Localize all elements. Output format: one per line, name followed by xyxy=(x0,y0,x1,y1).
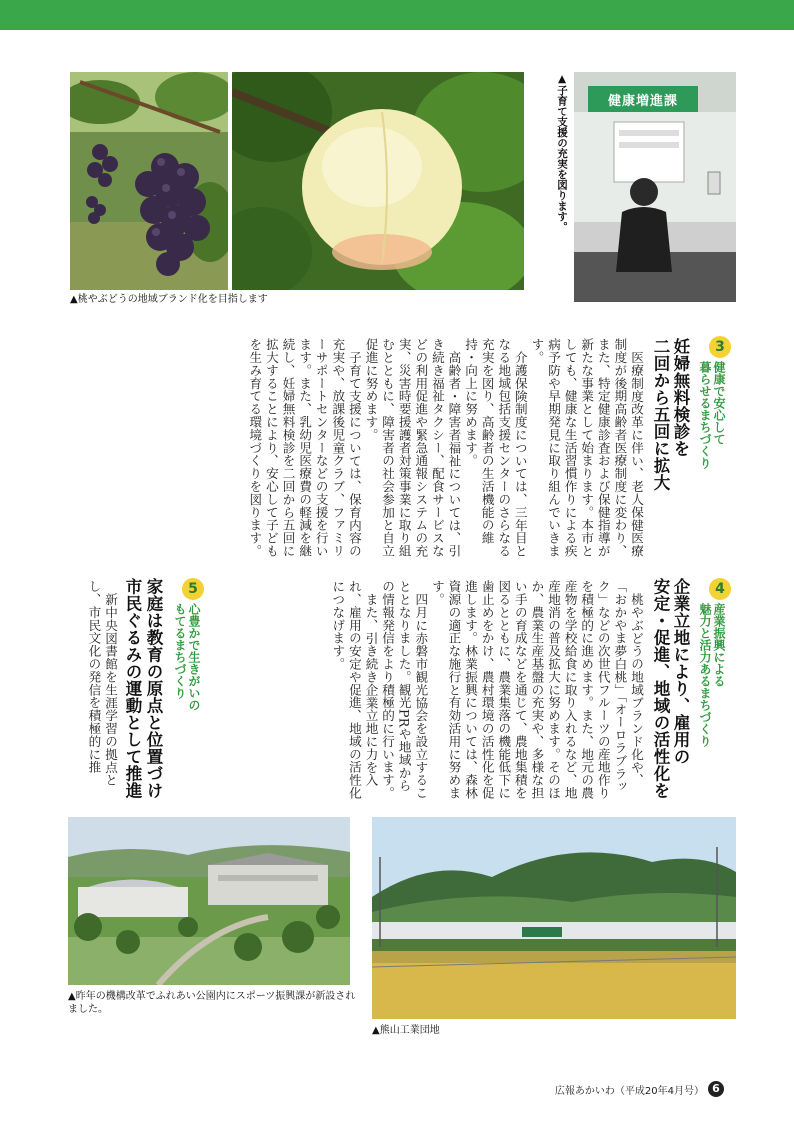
section3-paragraph: 高齢者・障害者福祉については、引き続き福祉タクシー、配食サービスなどの利用促進や緊急通報システムの充実、災害時要援護者対策事業に取り組むとともに、障害者の社会参加と自立促進に努めます。 xyxy=(363,338,462,558)
section3-body xyxy=(148,338,644,566)
health-office-photo xyxy=(574,72,736,302)
section5-heading-line1: 家庭は教育の原点と位置づけ xyxy=(144,578,163,799)
section3-paragraph: 介護保険制度については、三年目となる地域包括支援センターのさらなる充実を図り、高齢者の生活機能の維持・向上に努めます。 xyxy=(463,338,528,558)
section3-paragraph: 医療制度改革に伴い、老人保健医療制度が後期高齢者医療制度に変わり、また、特定健康診査および保健指導が新たな事業として始まります。本市としても、健康な生活習慣作りによる疾病予防や早期発見に取り組んでいきます。 xyxy=(529,338,644,558)
peach-photo xyxy=(232,72,524,290)
industrial-park-photo xyxy=(372,817,736,1019)
section3-theme-line1: 健康で安心して xyxy=(712,361,726,445)
health-sign-text: 健康増進課 xyxy=(607,94,678,109)
section3-heading-line2: 二回から五回に拡大 xyxy=(651,338,670,491)
section4-theme-line2: 魅力と活力あるまちづくり xyxy=(698,603,712,747)
health-caption: ▲子育て支援の充実を図ります。 xyxy=(556,73,568,232)
section3-paragraph: 子育て支援については、保育内容の充実や、放課後児童クラブ、ファミリーサポートセンターなどの支援を行います。また、乳幼児医療費の軽減を継続し、妊婦無料検診を二回から五回に拡大することにより、安心して子どもを生み育てる環境づくりを図ります。 xyxy=(247,338,362,558)
fruit-caption: ▲桃やぶどうの地域ブランド化を目指します xyxy=(70,294,268,305)
grape-photo xyxy=(70,72,228,290)
page-footer xyxy=(555,1081,724,1097)
section4-heading-line1: 企業立地により、雇用の xyxy=(671,578,690,765)
section5-theme-line2: もてるまちづくり xyxy=(173,603,187,699)
section3-heading-line1: 妊婦無料検診を xyxy=(671,338,690,457)
section4-body xyxy=(246,580,644,802)
section4-paragraph: 四月に赤磐市観光協会を設立することとなりました。観光PRや地域からの情報発信をより積極的に行います。 xyxy=(380,580,429,800)
top-color-bar xyxy=(0,0,794,30)
section3-number-badge: 3 xyxy=(709,336,731,358)
section4-paragraph: 桃やぶどうの地域ブランド化や、「おかやま夢白桃」「オーロラブラック」などの次世代フルーツの産地作りを積極的に進めます。また、地元の農産物を学校給食に取り入れるなど、地産地消の普及拡大に努めます。そのほか、農業生産基盤の充実や、多様な担い手の育成などを通じて、農地集積を図るとともに、農業集落の機能低下に歯止めをかけ、農村環境の活性化を促進します。林業振興については、森林資源の適正な施行と有効活用に努めます。 xyxy=(429,580,644,800)
section4-paragraph: また、引き続き企業立地に力を入れ、雇用の安定や促進、地域の活性化につなげます。 xyxy=(330,580,379,800)
section5-number-badge: 5 xyxy=(182,578,204,600)
section4-number-badge: 4 xyxy=(709,578,731,600)
section5-heading-line2: 市民ぐるみの運動として推進 xyxy=(123,578,142,799)
section4-theme-line1: 産業振興による xyxy=(712,603,726,687)
section5-theme-line1: 心豊かで生きがいの xyxy=(187,603,201,711)
section5-body xyxy=(68,580,118,802)
sports-caption-text: ▲昨年の機構改革でふれあい公園内にスポーツ振興課が新設されました。 xyxy=(68,991,356,1015)
section4-heading-line2: 安定・促進、地域の活性化を xyxy=(651,578,670,799)
page-number: 6 xyxy=(708,1081,724,1097)
publication-name: 広報あかいわ（平成20年4月号） xyxy=(554,1085,704,1097)
section5-paragraph: 新中央図書館を生涯学習の拠点とし、市民文化の発信を積極的に推 xyxy=(86,580,118,787)
sports-caption xyxy=(68,990,358,1016)
section3-theme-line2: 暮らせるまちづくり xyxy=(698,361,712,469)
industry-caption: ▲熊山工業団地 xyxy=(372,1025,440,1036)
sports-park-photo xyxy=(68,817,350,985)
